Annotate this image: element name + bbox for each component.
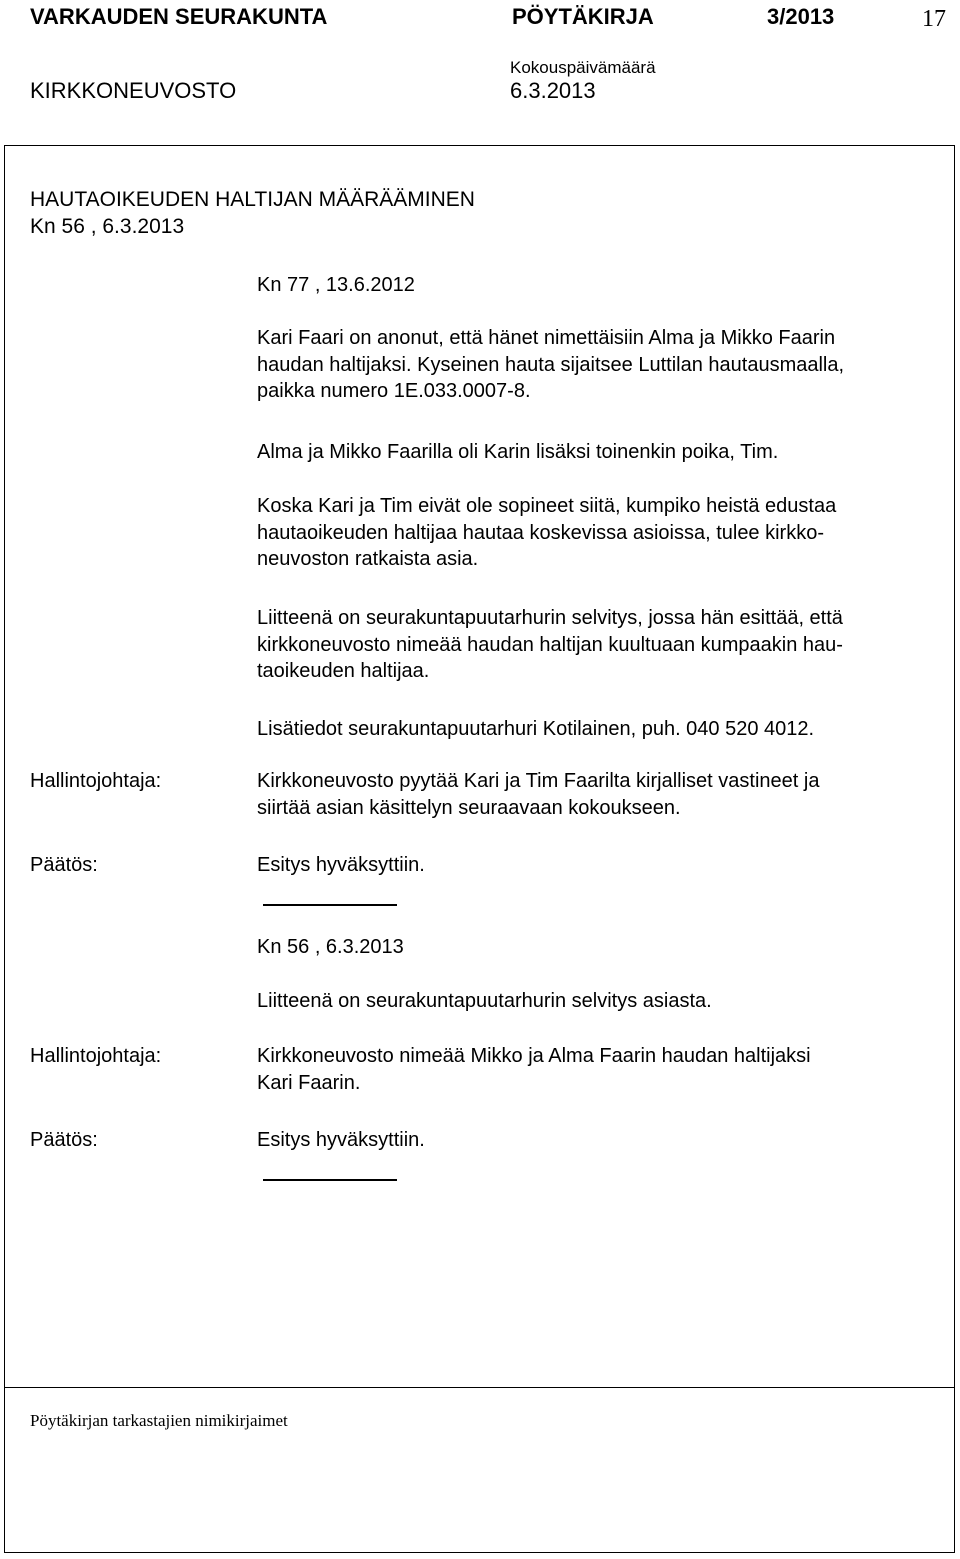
previous-reference: Kn 77 , 13.6.2012 [257, 274, 415, 296]
paragraph-attachment: Liitteenä on seurakuntapuutarhurin selvitys, jossa hän esittää, että kirkkoneuvosto nimeää haudan haltijan kuultuaan kumpaakin hau- taoikeuden haltijaa. [257, 607, 843, 682]
previous-proposal-label: Hallintojohtaja: [30, 770, 162, 792]
paragraph-application: Kari Faari on anonut, että hänet nimettäisiin Alma ja Mikko Faarin haudan haltijaksi. Kyseinen hauta sijaitsee Luttilan hautausmaalla, paikka numero 1E.033.0007-8. [257, 327, 845, 402]
current-proposal-label: Hallintojohtaja: [30, 1045, 162, 1067]
issue-number: 3/2013 [767, 4, 835, 29]
doc-type: PÖYTÄKIRJA [512, 4, 654, 29]
separator-rule [263, 1179, 397, 1181]
current-reference: Kn 56 , 6.3.2013 [257, 936, 404, 958]
current-decision: Esitys hyväksyttiin. [257, 1129, 425, 1151]
previous-decision: Esitys hyväksyttiin. [257, 854, 425, 876]
paragraph-disagreement: Koska Kari ja Tim eivät ole sopineet siitä, kumpiko heistä edustaa hautaoikeuden haltijaa hautaa koskevissa asioissa, tulee kirkko- neuvoston ratkaista asia. [257, 495, 837, 570]
current-decision-label: Päätös: [30, 1129, 98, 1151]
paragraph-contact-info: Lisätiedot seurakuntapuutarhuri Kotilainen, puh. 040 520 4012. [257, 718, 815, 740]
current-attachment: Liitteenä on seurakuntapuutarhurin selvitys asiasta. [257, 990, 712, 1012]
separator-rule [263, 904, 397, 906]
paragraph-other-son: Alma ja Mikko Faarilla oli Karin lisäksi toinenkin poika, Tim. [257, 441, 779, 463]
meeting-date: 6.3.2013 [510, 78, 596, 103]
meeting-date-label: Kokouspäivämäärä [510, 58, 656, 77]
footer-rule [4, 1387, 955, 1388]
current-proposal: Kirkkoneuvosto nimeää Mikko ja Alma Faarin haudan haltijaksi Kari Faarin. [257, 1045, 811, 1094]
org-name: VARKAUDEN SEURAKUNTA [30, 4, 328, 29]
section-reference: Kn 56 , 6.3.2013 [30, 215, 185, 238]
signatures-label: Pöytäkirjan tarkastajien nimikirjaimet [30, 1411, 288, 1430]
board-name: KIRKKONEUVOSTO [30, 78, 237, 103]
page-number: 17 [922, 6, 946, 32]
section-title: HAUTAOIKEUDEN HALTIJAN MÄÄRÄÄMINEN [30, 188, 475, 211]
previous-decision-label: Päätös: [30, 854, 98, 876]
previous-proposal: Kirkkoneuvosto pyytää Kari ja Tim Faarilta kirjalliset vastineet ja siirtää asian käsittelyn seuraavaan kokoukseen. [257, 770, 820, 819]
